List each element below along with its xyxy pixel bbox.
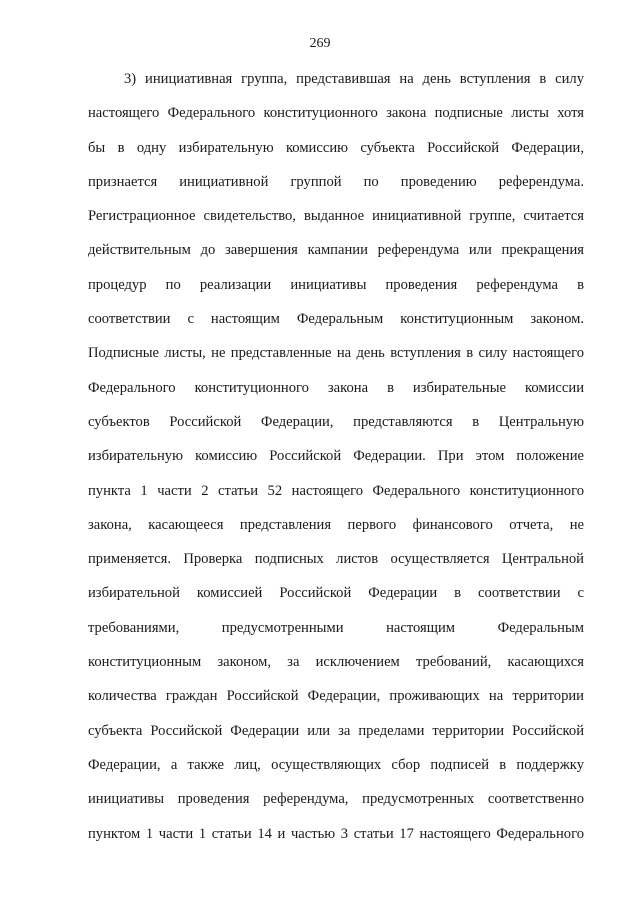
text-line: избирательную комиссию Российской Федерации. При этом положение <box>88 448 584 465</box>
text-line: субъекта Российской Федерации или за пределами территории Российской <box>88 722 584 739</box>
text-line: действительным до завершения кампании референдума или прекращения <box>88 242 584 259</box>
text-line: требованиями, предусмотренными настоящим Федеральным <box>88 619 584 636</box>
text-line: конституционным законом, за исключением требований, касающихся <box>88 654 584 671</box>
text-line: применяется. Проверка подписных листов осуществляется Центральной <box>88 551 584 568</box>
text-line: Федерального конституционного закона в избирательные комиссии <box>88 379 584 396</box>
text-line: Подписные листы, не представленные на день вступления в силу настоящего <box>88 345 584 362</box>
text-line: закона, касающееся представления первого финансового отчета, не <box>88 516 584 533</box>
text-line: Регистрационное свидетельство, выданное инициативной группе, считается <box>88 208 584 225</box>
text-line: Федерации, а также лиц, осуществляющих сбор подписей в поддержку <box>88 756 584 773</box>
body-text <box>88 62 584 851</box>
text-line: 3) инициативная группа, представившая на день вступления в силу <box>124 71 584 87</box>
text-line: бы в одну избирательную комиссию субъекта Российской Федерации, <box>88 139 584 156</box>
text-line: признается инициативной группой по проведению референдума. <box>88 173 584 190</box>
text-line: инициативы проведения референдума, предусмотренных соответственно <box>88 791 584 808</box>
text-line: процедур по реализации инициативы проведения референдума в <box>88 276 584 293</box>
text-line: пункта 1 части 2 статьи 52 настоящего Федерального конституционного <box>88 482 584 499</box>
text-line: соответствии с настоящим Федеральным конституционным законом. <box>88 311 584 328</box>
page-number: 269 <box>309 36 331 51</box>
text-line: настоящего Федерального конституционного закона подписные листы хотя <box>88 105 584 122</box>
text-line: пунктом 1 части 1 статьи 14 и частью 3 статьи 17 настоящего Федерального <box>88 825 584 842</box>
text-line: избирательной комиссией Российской Федерации в соответствии с <box>88 585 584 602</box>
text-line: субъектов Российской Федерации, представляются в Центральную <box>88 413 584 430</box>
text-line: количества граждан Российской Федерации, проживающих на территории <box>88 688 584 705</box>
